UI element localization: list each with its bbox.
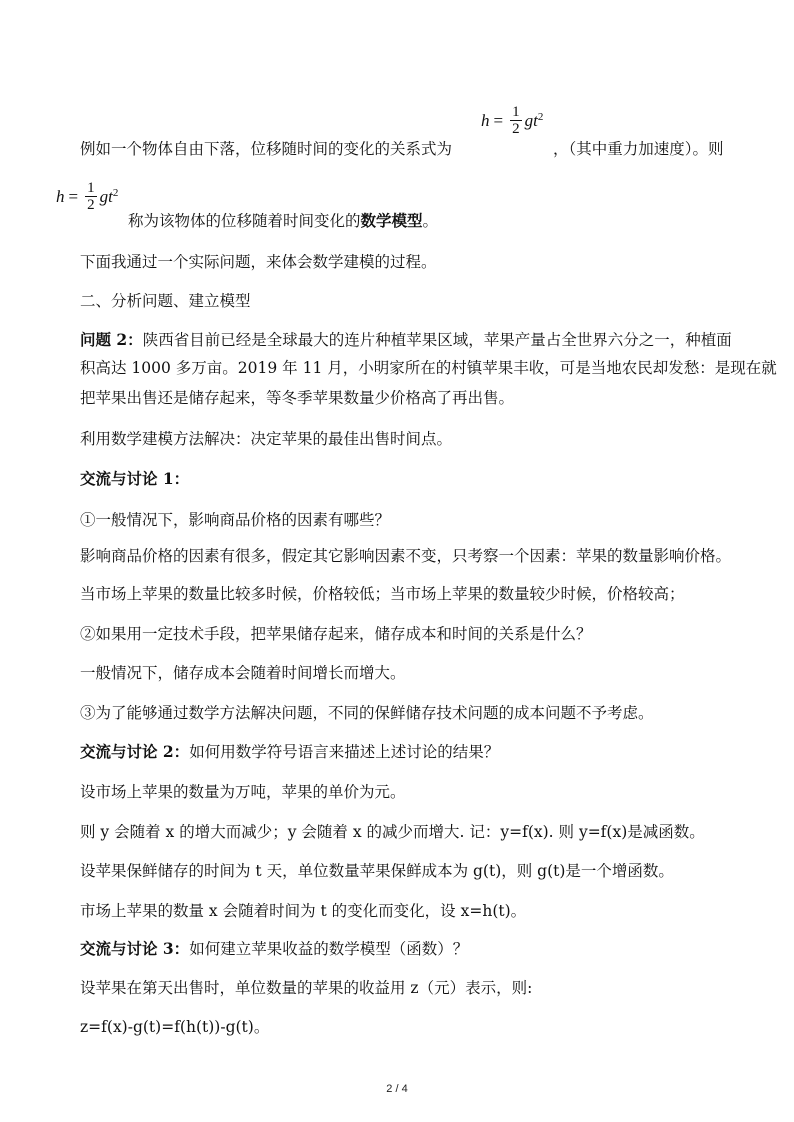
paragraph-2 xyxy=(128,210,438,232)
problem-2-line-2: 积高达 1000 多万亩。2019 年 11 月，小明家所在的村镇苹果丰收，可是当地农民却发愁：是现在就 xyxy=(80,359,777,377)
formula-h: h xyxy=(56,186,65,206)
discussion-2-question: 如何用数学符号语言来描述上述讨论的结果？ xyxy=(189,743,500,761)
p1-tail: ，（其中重力加速度）。则 xyxy=(553,140,724,158)
discussion-2-title-line xyxy=(80,741,499,763)
formula-denominator: 2 xyxy=(87,197,95,213)
section-heading-2: 二、分析问题、建立模型 xyxy=(80,292,251,310)
formula-fraction xyxy=(85,180,97,213)
discussion-1-line-2: 影响商品价格的因素有很多，假定其它影响因素不变，只考察一个因素：苹果的数量影响价格。 xyxy=(80,547,732,565)
formula-exponent: 2 xyxy=(112,186,119,199)
formula-numerator: 1 xyxy=(87,180,95,196)
discussion-1-line-1: ①一般情况下，影响商品价格的因素有哪些？ xyxy=(80,511,391,529)
formula-gt: gt xyxy=(99,186,113,206)
discussion-3-title-line xyxy=(80,938,468,960)
formula-h: h xyxy=(481,110,490,130)
page-number: 2 / 4 xyxy=(386,1083,408,1095)
discussion-3-title: 交流与讨论 3： xyxy=(80,939,190,958)
formula-denominator: 2 xyxy=(512,121,520,137)
discussion-2-line-2: 则 y 会随着 x 的增大而减少；y 会随着 x 的减少而增大. 记：y=f(x). 则 y=f(x)是减函数。 xyxy=(80,823,705,841)
problem-2-label: 问题 2： xyxy=(80,330,143,349)
formula-eq: = xyxy=(493,110,504,130)
discussion-2-title: 交流与讨论 2： xyxy=(80,742,190,761)
discussion-2-line-4: 市场上苹果的数量 x 会随着时间为 t 的变化而变化，设 x=h(t)。 xyxy=(80,902,527,920)
formula-gt: gt xyxy=(524,110,538,130)
p2-bold: 数学模型 xyxy=(360,211,423,230)
formula-free-fall-left xyxy=(56,180,118,213)
paragraph-1-tail xyxy=(553,138,724,160)
discussion-1-line-4: ②如果用一定技术手段，把苹果储存起来，储存成本和时间的关系是什么？ xyxy=(80,625,592,643)
discussion-2-line-3: 设苹果保鲜储存的时间为 t 天，单位数量苹果保鲜成本为 g(t)，则 g(t)是一个增函数。 xyxy=(80,862,674,880)
discussion-1-line-3: 当市场上苹果的数量比较多时候，价格较低；当市场上苹果的数量较少时候，价格较高； xyxy=(80,585,685,603)
paragraph-3: 下面我通过一个实际问题，来体会数学建模的过程。 xyxy=(80,253,437,271)
formula-eq: = xyxy=(68,186,79,206)
paragraph-6: 利用数学建模方法解决：决定苹果的最佳出售时间点。 xyxy=(80,430,453,448)
p2-end: 。 xyxy=(422,212,439,230)
discussion-3-line-2: z=f(x)-g(t)=f(h(t))-g(t)。 xyxy=(80,1018,270,1036)
p2-text: 称为该物体的位移随着时间变化的 xyxy=(128,212,361,230)
formula-numerator: 1 xyxy=(512,104,520,120)
discussion-1-line-5: 一般情况下，储存成本会随着时间增长而增大。 xyxy=(80,664,406,682)
formula-free-fall-top xyxy=(481,104,543,137)
problem-2-text-1: 陕西省目前已经是全球最大的连片种植苹果区域，苹果产量占全世界六分之一，种植面 xyxy=(142,331,732,349)
discussion-3-line-1: 设苹果在第天出售时，单位数量的苹果的收益用 z（元）表示，则: xyxy=(80,979,533,997)
discussion-3-question: 如何建立苹果收益的数学模型（函数）？ xyxy=(189,940,469,958)
formula-exponent: 2 xyxy=(537,110,544,123)
discussion-1-title: 交流与讨论 1： xyxy=(80,469,190,488)
problem-2-line-3: 把苹果出售还是储存起来，等冬季苹果数量少价格高了再出售。 xyxy=(80,389,515,407)
discussion-1-line-6: ③为了能够通过数学方法解决问题，不同的保鲜储存技术问题的成本问题不予考虑。 xyxy=(80,704,654,722)
discussion-2-line-1: 设市场上苹果的数量为万吨，苹果的单价为元。 xyxy=(80,783,406,801)
paragraph-1 xyxy=(80,138,452,160)
formula-fraction xyxy=(510,104,522,137)
p1-text: 例如一个物体自由下落，位移随时间的变化的关系式为 xyxy=(80,140,453,158)
problem-2-line-1 xyxy=(80,329,732,351)
